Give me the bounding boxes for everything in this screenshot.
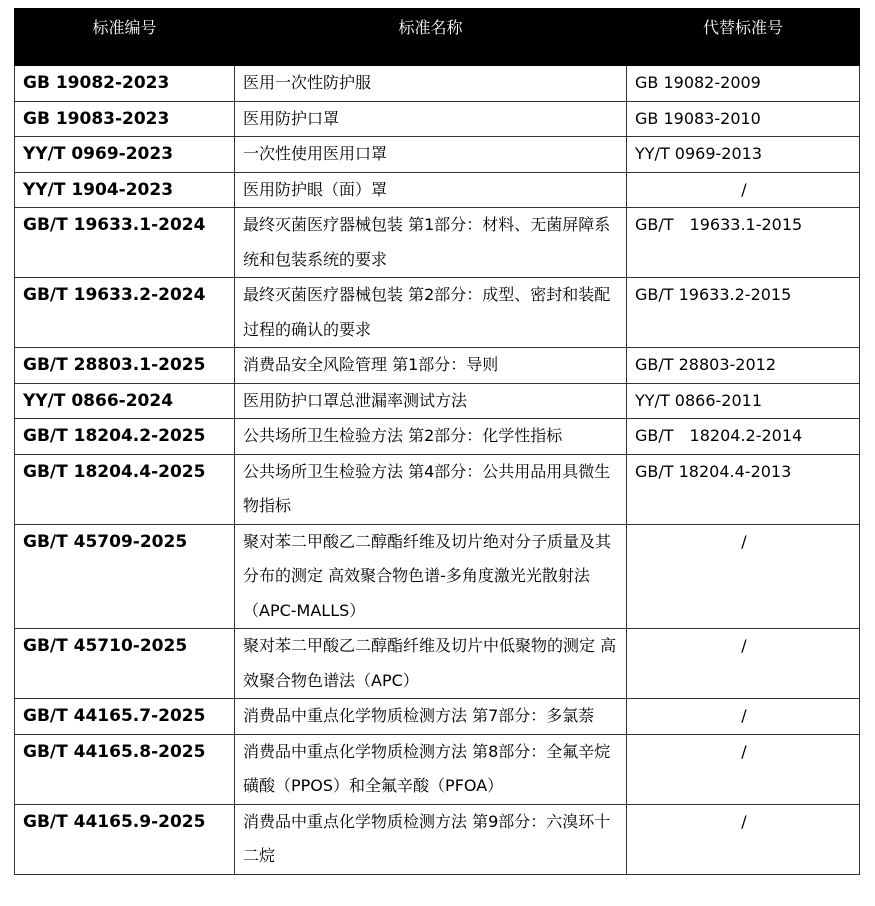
replaced-standard-cell: / xyxy=(627,804,860,874)
standard-code-cell: GB/T 45709-2025 xyxy=(15,524,235,629)
replaced-standard-cell: GB/T 18204.4-2013 xyxy=(627,454,860,524)
standard-name-cell: 最终灭菌医疗器械包装 第2部分：成型、密封和装配过程的确认的要求 xyxy=(235,278,627,348)
replaced-standard-cell: GB/T 19633.1-2015 xyxy=(627,208,860,278)
table-row xyxy=(15,208,860,278)
table-row xyxy=(15,734,860,804)
replaced-standard-cell: / xyxy=(627,524,860,629)
table-row xyxy=(15,101,860,137)
table-row xyxy=(15,172,860,208)
standard-name-cell: 医用防护眼（面）罩 xyxy=(235,172,627,208)
table-row xyxy=(15,699,860,735)
standard-name-cell: 消费品中重点化学物质检测方法 第9部分：六溴环十二烷 xyxy=(235,804,627,874)
standard-code-cell: GB 19083-2023 xyxy=(15,101,235,137)
standard-code-cell: GB/T 18204.4-2025 xyxy=(15,454,235,524)
standards-table xyxy=(14,8,860,875)
table-row xyxy=(15,419,860,455)
replaced-standard-cell: YY/T 0969-2013 xyxy=(627,137,860,173)
replaced-standard-cell: GB 19083-2010 xyxy=(627,101,860,137)
standard-name-cell: 公共场所卫生检验方法 第2部分：化学性指标 xyxy=(235,419,627,455)
header-standard-code: 标准编号 xyxy=(15,9,235,66)
standard-name-cell: 医用一次性防护服 xyxy=(235,66,627,102)
table-row xyxy=(15,137,860,173)
standard-name-cell: 一次性使用医用口罩 xyxy=(235,137,627,173)
standard-code-cell: GB/T 19633.1-2024 xyxy=(15,208,235,278)
standard-code-cell: GB/T 44165.9-2025 xyxy=(15,804,235,874)
standard-code-cell: GB/T 18204.2-2025 xyxy=(15,419,235,455)
standard-code-cell: GB/T 44165.7-2025 xyxy=(15,699,235,735)
table-row xyxy=(15,66,860,102)
header-replaced-standard: 代替标准号 xyxy=(627,9,860,66)
standard-name-cell: 最终灭菌医疗器械包装 第1部分：材料、无菌屏障系统和包装系统的要求 xyxy=(235,208,627,278)
standard-name-cell: 聚对苯二甲酸乙二醇酯纤维及切片中低聚物的测定 高效聚合物色谱法（APC） xyxy=(235,629,627,699)
standard-code-cell: GB/T 44165.8-2025 xyxy=(15,734,235,804)
standard-code-cell: YY/T 0866-2024 xyxy=(15,383,235,419)
replaced-standard-cell: GB 19082-2009 xyxy=(627,66,860,102)
table-row xyxy=(15,348,860,384)
table-row xyxy=(15,383,860,419)
standard-name-cell: 聚对苯二甲酸乙二醇酯纤维及切片绝对分子质量及其分布的测定 高效聚合物色谱-多角度激光光散射法（APC-MALLS） xyxy=(235,524,627,629)
table-row xyxy=(15,629,860,699)
replaced-standard-cell: GB/T 19633.2-2015 xyxy=(627,278,860,348)
table-row xyxy=(15,524,860,629)
standard-code-cell: GB/T 45710-2025 xyxy=(15,629,235,699)
replaced-standard-cell: YY/T 0866-2011 xyxy=(627,383,860,419)
standard-code-cell: YY/T 0969-2023 xyxy=(15,137,235,173)
replaced-standard-cell: GB/T 28803-2012 xyxy=(627,348,860,384)
header-standard-name: 标准名称 xyxy=(235,9,627,66)
standard-name-cell: 消费品中重点化学物质检测方法 第7部分：多氯萘 xyxy=(235,699,627,735)
standard-code-cell: GB/T 19633.2-2024 xyxy=(15,278,235,348)
standard-name-cell: 消费品安全风险管理 第1部分：导则 xyxy=(235,348,627,384)
table-row xyxy=(15,454,860,524)
standard-code-cell: YY/T 1904-2023 xyxy=(15,172,235,208)
replaced-standard-cell: / xyxy=(627,734,860,804)
table-header-row xyxy=(15,9,860,66)
table-row xyxy=(15,278,860,348)
standard-name-cell: 医用防护口罩 xyxy=(235,101,627,137)
replaced-standard-cell: GB/T 18204.2-2014 xyxy=(627,419,860,455)
standard-code-cell: GB 19082-2023 xyxy=(15,66,235,102)
replaced-standard-cell: / xyxy=(627,699,860,735)
standard-name-cell: 公共场所卫生检验方法 第4部分：公共用品用具微生物指标 xyxy=(235,454,627,524)
standard-code-cell: GB/T 28803.1-2025 xyxy=(15,348,235,384)
replaced-standard-cell: / xyxy=(627,172,860,208)
table-body xyxy=(15,66,860,875)
standard-name-cell: 医用防护口罩总泄漏率测试方法 xyxy=(235,383,627,419)
standard-name-cell: 消费品中重点化学物质检测方法 第8部分：全氟辛烷磺酸（PPOS）和全氟辛酸（PFOA） xyxy=(235,734,627,804)
replaced-standard-cell: / xyxy=(627,629,860,699)
table-row xyxy=(15,804,860,874)
